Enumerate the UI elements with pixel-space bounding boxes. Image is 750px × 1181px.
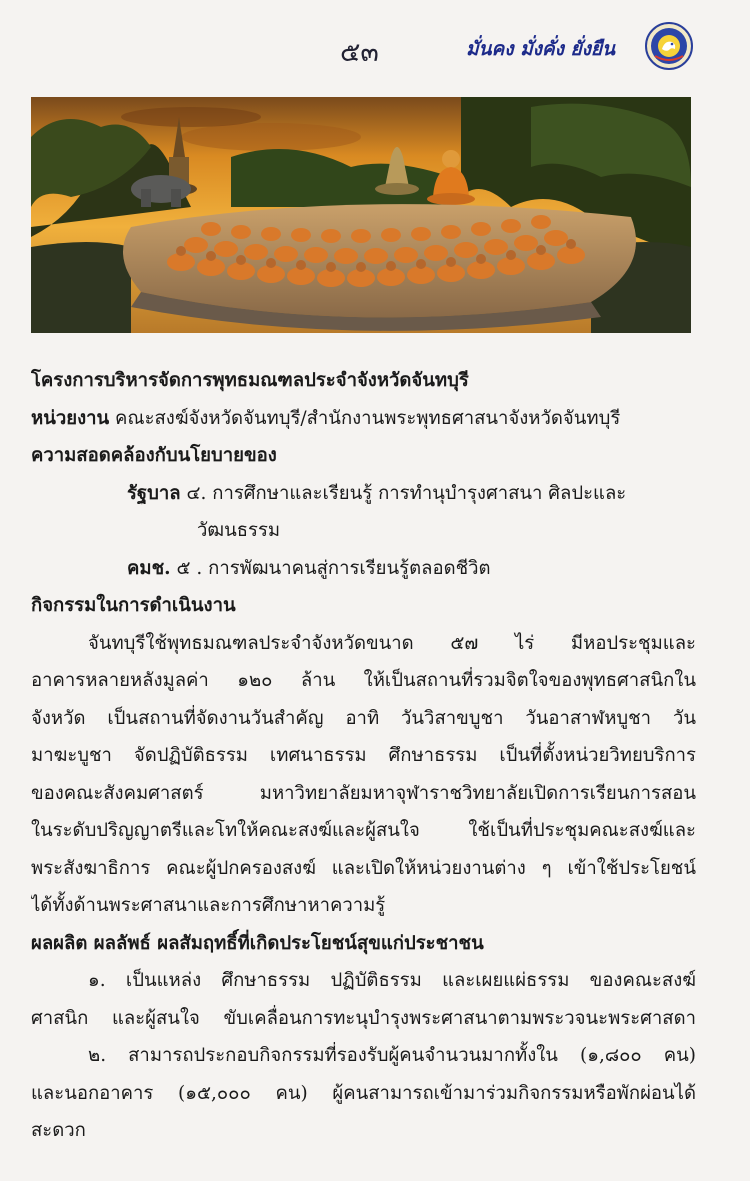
page-header [0,0,750,90]
govt-value-line-1: ๔. การศึกษาและเรียนรู้ การทำนุบำรุงศาสนา ศิลปะและ [186,482,627,504]
govt-value-line-2: วัฒนธรรม [197,520,281,541]
provincial-emblem-icon [645,22,693,70]
govt-label: รัฐบาล [127,482,181,504]
monks-photo [31,97,691,333]
project-title: โครงการบริหารจัดการพุทธมณฑลประจำจังหวัดจันทบุรี [31,370,469,391]
activities-line: พระสังฆาธิการ คณะผู้ปกครองสงฆ์ และเปิดให้หน่วยงานต่าง ๆ เข้าใช้ประโยชน์ [31,857,696,879]
outputs-line: ๒. สามารถประกอบกิจกรรมที่รองรับผู้คนจำนวนมากทั้งใน (๑,๘๐๐ คน) [88,1045,696,1066]
outputs-line: และนอกอาคาร (๑๕,๐๐๐ คน) ผู้คนสามารถเข้ามาร่วมกิจกรรมหรือพักผ่อนได้ [31,1082,696,1104]
alignment-heading: ความสอดคล้องกับนโยบายของ [31,445,277,466]
outputs-heading: ผลผลิต ผลลัพธ์ ผลสัมฤทธิ์ที่เกิดประโยชน์สุขแก่ประชาชน [31,932,484,954]
activities-line: จันทบุรีใช้พุทธมณฑลประจำจังหวัดขนาด ๕๗ ไร่ มีหอประชุมและ [88,632,696,654]
agency-value: คณะสงฆ์จังหวัดจันทบุรี/สำนักงานพระพุทธศาสนาจังหวัดจันทบุรี [115,407,621,429]
buddhist-monks-gathering-photo [31,97,691,333]
ncpo-value: ๕ . การพัฒนาคนสู่การเรียนรู้ตลอดชีวิต [176,557,491,579]
outputs-line: สะดวก [31,1120,86,1141]
activities-line: ในระดับปริญญาตรีและโทให้คณะสงฆ์และผู้สนใจ ใช้เป็นที่ประชุมคณะสงฆ์และ [31,820,696,841]
project-content [31,362,696,1150]
activities-line: อาคารหลายหลังมูลค่า ๑๒๐ ล้าน ให้เป็นสถานที่รวมจิตใจของพุทธศาสนิกใน [31,670,696,691]
outputs-line: ๑. เป็นแหล่ง ศึกษาธรรม ปฏิบัติธรรม และเผยแผ่ธรรม ของคณะสงฆ์ [88,970,696,991]
activities-heading: กิจกรรมในการดำเนินงาน [31,595,236,616]
activities-line: จังหวัด เป็นสถานที่จัดงานวันสำคัญ อาทิ วันวิสาขบูชา วันอาสาฬหบูชา วัน [31,707,696,729]
page-number: ๕๓ [340,37,379,68]
activities-line: มาฆะบูชา จัดปฏิบัติธรรม เทศนาธรรม ศึกษาธรรม เป็นที่ตั้งหน่วยวิทยบริการ [31,745,696,766]
activities-line: ของคณะสังคมศาสตร์ มหาวิทยาลัยมหาจุฬาราชวิทยาลัยเปิดการเรียนการสอน [31,782,696,804]
agency-label: หน่วยงาน [31,407,110,429]
activities-line: ได้ทั้งด้านพระศาสนาและการศึกษาหาความรู้ [31,895,386,916]
outputs-line: ศาสนิก และผู้สนใจ ขับเคลื่อนการทะนุบำรุงพระศาสนาตามพระวจนะพระศาสดา [31,1007,696,1029]
ncpo-label: คมช. [127,557,171,579]
motto-text: มั่นคง มั่งคั่ง ยั่งยืน [466,38,616,60]
